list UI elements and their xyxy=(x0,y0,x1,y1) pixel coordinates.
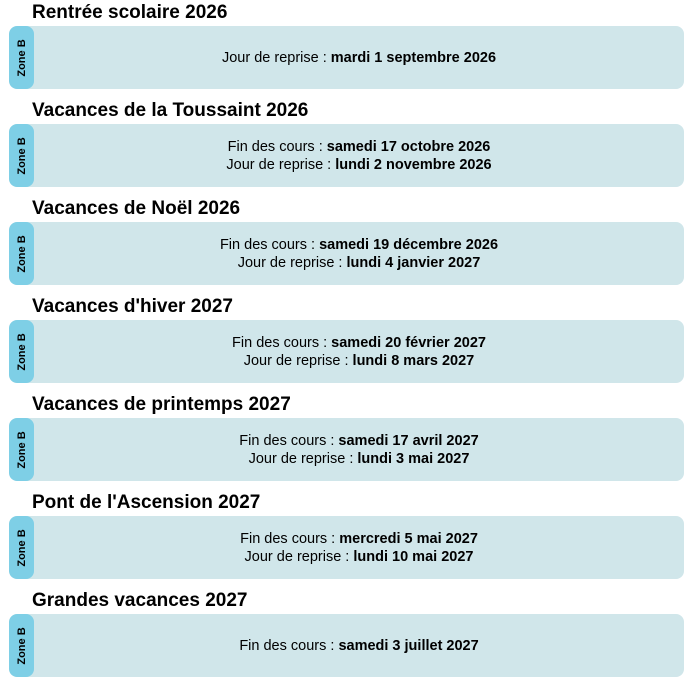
card-content xyxy=(34,516,684,579)
line-date: samedi 17 octobre 2026 xyxy=(326,138,491,155)
line-date: samedi 20 février 2027 xyxy=(331,334,486,351)
zone-label: Zone B xyxy=(15,528,28,567)
line-label: Fin des cours : xyxy=(239,432,339,449)
line-label: Fin des cours : xyxy=(232,334,332,351)
line-label: Jour de reprise : xyxy=(226,156,336,173)
period-card xyxy=(9,418,684,481)
card-content xyxy=(34,222,684,285)
zone-badge xyxy=(9,516,34,579)
card-content xyxy=(34,320,684,383)
fin-cours-line xyxy=(228,138,491,156)
line-label: Fin des cours : xyxy=(219,236,320,253)
fin-cours-line xyxy=(220,236,498,254)
period-title: Grandes vacances 2027 xyxy=(32,590,248,611)
zone-label: Zone B xyxy=(15,38,28,77)
line-date: lundi 10 mai 2027 xyxy=(353,548,474,565)
period-title: Pont de l'Ascension 2027 xyxy=(32,492,261,513)
period-title: Vacances d'hiver 2027 xyxy=(32,296,233,317)
line-date: lundi 4 janvier 2027 xyxy=(346,254,481,271)
period-title: Vacances de Noël 2026 xyxy=(32,198,241,219)
zone-badge xyxy=(9,418,34,481)
line-label: Jour de reprise : xyxy=(237,254,347,271)
fin-cours-line xyxy=(240,530,478,548)
line-date: samedi 3 juillet 2027 xyxy=(338,637,479,654)
card-content xyxy=(34,614,684,677)
zone-badge xyxy=(9,222,34,285)
period-card xyxy=(9,614,684,677)
period-card xyxy=(9,320,684,383)
zone-badge xyxy=(9,320,34,383)
line-date: mercredi 5 mai 2027 xyxy=(339,530,478,547)
zone-badge xyxy=(9,124,34,187)
period-title: Vacances de printemps 2027 xyxy=(32,394,291,415)
period-card xyxy=(9,222,684,285)
period-title: Vacances de la Toussaint 2026 xyxy=(32,100,309,121)
fin-cours-line xyxy=(239,637,478,655)
reprise-line xyxy=(249,450,470,468)
line-date: samedi 17 avril 2027 xyxy=(338,432,479,449)
card-content xyxy=(34,418,684,481)
zone-label: Zone B xyxy=(15,332,28,371)
line-label: Fin des cours : xyxy=(227,138,327,155)
line-label: Jour de reprise : xyxy=(248,450,358,467)
period-title: Rentrée scolaire 2026 xyxy=(32,2,228,23)
reprise-line xyxy=(244,352,475,370)
line-label: Jour de reprise : xyxy=(221,49,331,66)
reprise-line xyxy=(222,49,496,67)
zone-label: Zone B xyxy=(15,626,28,665)
period-card xyxy=(9,516,684,579)
line-label: Fin des cours : xyxy=(240,530,340,547)
reprise-line xyxy=(238,254,481,272)
zone-label: Zone B xyxy=(15,430,28,469)
line-label: Jour de reprise : xyxy=(244,548,354,565)
fin-cours-line xyxy=(232,334,486,352)
card-content xyxy=(34,26,684,89)
card-content xyxy=(34,124,684,187)
line-label: Fin des cours : xyxy=(239,637,339,654)
fin-cours-line xyxy=(239,432,478,450)
line-date: lundi 2 novembre 2026 xyxy=(335,156,492,173)
line-date: lundi 8 mars 2027 xyxy=(352,352,475,369)
zone-badge xyxy=(9,614,34,677)
period-card xyxy=(9,124,684,187)
period-card xyxy=(9,26,684,89)
zone-badge xyxy=(9,26,34,89)
reprise-line xyxy=(226,156,491,174)
zone-label: Zone B xyxy=(15,234,28,273)
reprise-line xyxy=(245,548,474,566)
line-label: Jour de reprise : xyxy=(243,352,353,369)
zone-label: Zone B xyxy=(15,136,28,175)
line-date: mardi 1 septembre 2026 xyxy=(330,49,497,66)
line-date: samedi 19 décembre 2026 xyxy=(319,236,499,253)
line-date: lundi 3 mai 2027 xyxy=(357,450,470,467)
